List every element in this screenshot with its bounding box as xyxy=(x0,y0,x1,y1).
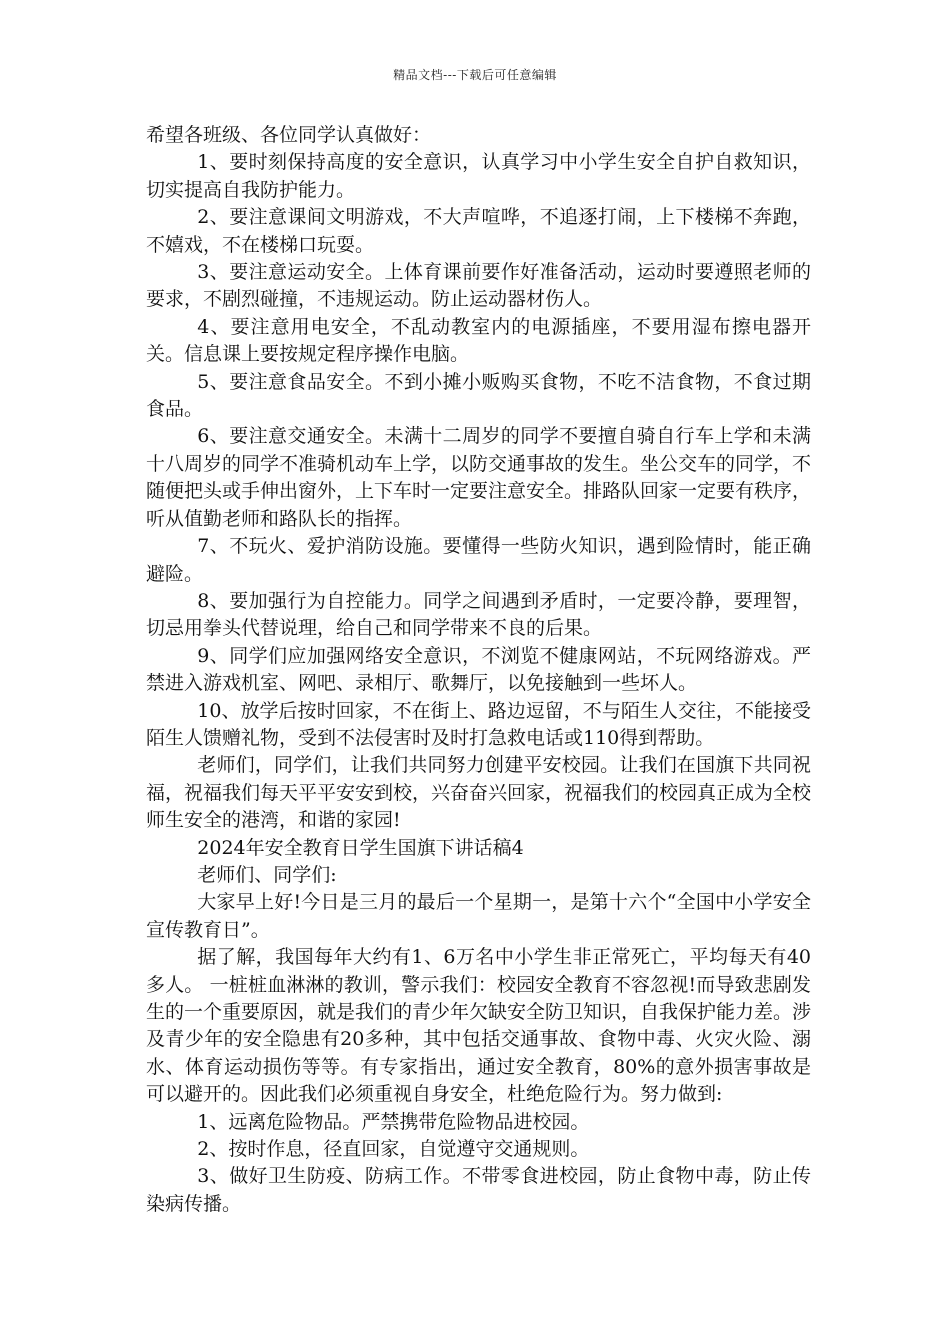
section-title: 2024年安全教育日学生国旗下讲话稿4 xyxy=(197,836,524,859)
page-header: 精品文档---下载后可任意编辑 xyxy=(393,68,557,82)
paragraph-item-9: 9、同学们应加强网络安全意识，不浏览不健康网站，不玩网络游戏。严禁进入游戏机室、网吧、录相厅、歌舞厅，以免接触到一些坏人。 xyxy=(146,644,811,695)
paragraph-item-1: 1、要时刻保持高度的安全意识，认真学习中小学生安全自护自救知识，切实提高自我防护能力。 xyxy=(146,151,811,201)
paragraph-item-4: 4、要注意用电安全，不乱动教室内的电源插座，不要用湿布擦电器开关。信息课上要按规定程序操作电脑。 xyxy=(146,315,811,366)
paragraph-intro: 希望各班级、各位同学认真做好： xyxy=(146,124,432,146)
paragraph-rule-3: 3、做好卫生防疫、防病工作。不带零食进校园，防止食物中毒，防止传染病传播。 xyxy=(146,1165,811,1215)
paragraph-item-2: 2、要注意课间文明游戏，不大声喧哗，不追逐打闹，上下楼梯不奔跑，不嬉戏，不在楼梯口玩耍。 xyxy=(146,206,811,256)
document-body xyxy=(146,122,811,1218)
paragraph-item-5: 5、要注意食品安全。不到小摊小贩购买食物，不吃不洁食物，不食过期食品。 xyxy=(146,370,811,421)
salutation: 老师们、同学们: xyxy=(197,863,337,886)
paragraph-rule-2: 2、按时作息，径直回家，自觉遵守交通规则。 xyxy=(197,1138,590,1161)
paragraph-item-3: 3、要注意运动安全。上体育课前要作好准备活动，运动时要遵照老师的要求，不剧烈碰撞，不违规运动。防止运动器材伤人。 xyxy=(146,261,811,311)
paragraph-statistics: 据了解，我国每年大约有1、6万名中小学生非正常死亡，平均每天有40多人。 一桩桩血淋淋的教训，警示我们：校园安全教育不容忽视!而导致悲剧发生的一个重要原因，就是我们的青少年欠缺安全防卫知识，自我保护能力差。涉及青少年的安全隐患有20多种，其中包括交通事故、食物中毒、火灾火险、溺水、体育运动损伤等等。有专家指出，通过安全教育，80%的意外损害事故是可以避开的。因此我们必须重视自身安全，杜绝危险行为。努力做到: xyxy=(146,946,812,1106)
paragraph-item-7: 7、不玩火、爱护消防设施。要懂得一些防火知识，遇到险情时，能正确避险。 xyxy=(146,535,811,585)
paragraph-closing: 老师们，同学们，让我们共同努力创建平安校园。让我们在国旗下共同祝福，祝福我们每天平平安安到校，兴奋奋兴回家，祝福我们的校园真正成为全校师生安全的港湾，和谐的家园! xyxy=(146,754,812,832)
paragraph-item-8: 8、要加强行为自控能力。同学之间遇到矛盾时，一定要冷静，要理智，切忌用拳头代替说理，给自己和同学带来不良的后果。 xyxy=(146,589,811,640)
paragraph-greeting: 大家早上好!今日是三月的最后一个星期一，是第十六个“全国中小学安全宣传教育日”。 xyxy=(146,891,811,941)
paragraph-rule-1: 1、远离危险物品。严禁携带危险物品进校园。 xyxy=(197,1110,590,1133)
paragraph-item-10: 10、放学后按时回家，不在街上、路边逗留，不与陌生人交往，不能接受陌生人馈赠礼物，受到不法侵害时及时打急救电话或110得到帮助。 xyxy=(146,699,811,749)
paragraph-item-6: 6、要注意交通安全。未满十二周岁的同学不要擅自骑自行车上学和未满十八周岁的同学不准骑机动车上学，以防交通事故的发生。坐公交车的同学，不随便把头或手伸出窗外，上下车时一定要注意安全。排路队回家一定要有秩序，听从值勤老师和路队长的指挥。 xyxy=(146,425,812,530)
